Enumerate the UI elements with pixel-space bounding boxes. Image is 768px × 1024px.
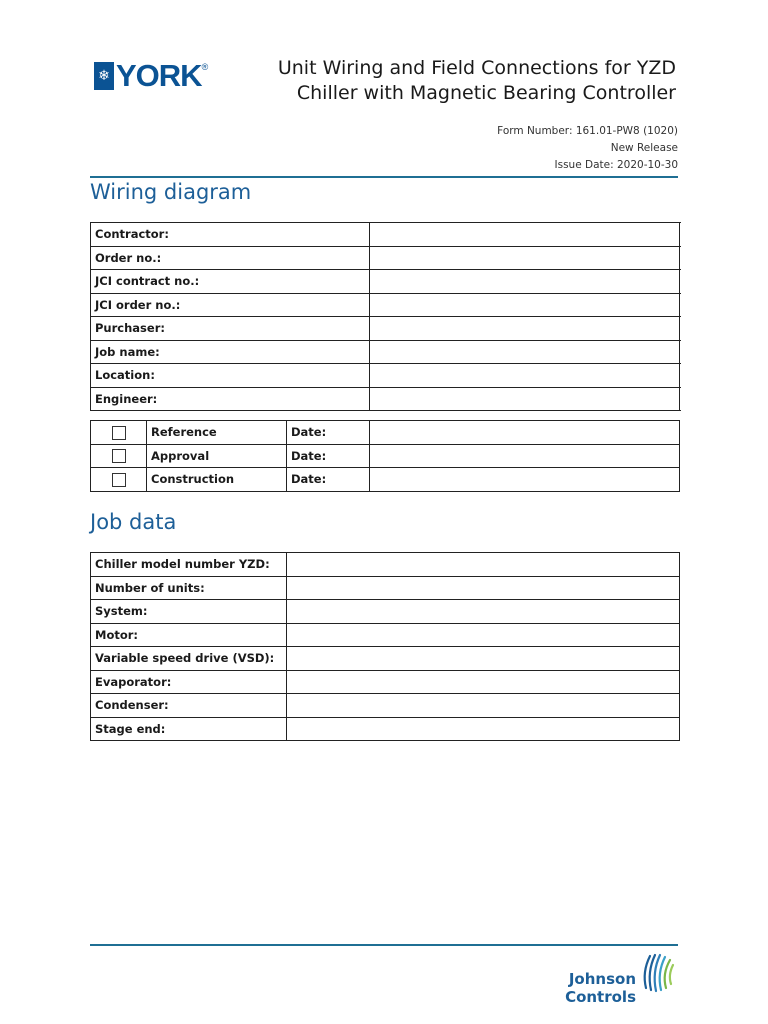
construction-checkbox[interactable] — [112, 473, 126, 487]
order-no-field[interactable] — [370, 246, 680, 270]
issue-date: Issue Date: 2020-10-30 — [554, 159, 678, 171]
document-title-line2: Chiller with Magnetic Bearing Controller — [296, 82, 676, 104]
table-row — [91, 717, 680, 741]
document-title-line1: Unit Wiring and Field Connections for YZD — [277, 57, 676, 79]
field-label: Condenser: — [91, 694, 287, 718]
table-row — [91, 623, 680, 647]
wiring-diagram-table — [90, 222, 680, 411]
wiring-diagram-heading: Wiring diagram — [90, 180, 252, 204]
york-logo — [94, 58, 209, 93]
jci-order-no-field[interactable] — [370, 293, 680, 317]
check-label: Construction — [147, 468, 287, 492]
logo-line1: Johnson — [568, 970, 636, 988]
table-row — [91, 600, 680, 624]
approval-checkbox-cell — [91, 444, 147, 468]
field-label: Purchaser: — [91, 317, 370, 341]
engineer-field[interactable] — [370, 387, 680, 411]
table-row — [91, 670, 680, 694]
table-row — [91, 468, 680, 492]
date-label: Date: — [287, 421, 370, 445]
table-row — [91, 647, 680, 671]
field-label: Variable speed drive (VSD): — [91, 647, 287, 671]
approval-date-field[interactable] — [370, 444, 680, 468]
jci-contract-no-field[interactable] — [370, 270, 680, 294]
york-logo-text: YORK — [116, 58, 202, 93]
number-of-units-field[interactable] — [287, 576, 680, 600]
evaporator-field[interactable] — [287, 670, 680, 694]
release-status: New Release — [610, 142, 678, 154]
field-label: JCI contract no.: — [91, 270, 370, 294]
construction-date-field[interactable] — [370, 468, 680, 492]
field-label: Engineer: — [91, 387, 370, 411]
check-label: Approval — [147, 444, 287, 468]
form-info — [497, 123, 678, 174]
table-row — [91, 223, 680, 247]
check-label: Reference — [147, 421, 287, 445]
field-label: JCI order no.: — [91, 293, 370, 317]
johnson-controls-wordmark — [548, 970, 636, 1006]
location-field[interactable] — [370, 364, 680, 388]
approval-table — [90, 420, 680, 492]
approval-checkbox[interactable] — [112, 449, 126, 463]
form-number: Form Number: 161.01-PW8 (1020) — [497, 125, 678, 137]
snowflake-icon: ❄ — [94, 62, 114, 90]
chiller-model-field[interactable] — [287, 553, 680, 577]
construction-checkbox-cell — [91, 468, 147, 492]
field-label: Contractor: — [91, 223, 370, 247]
field-label: System: — [91, 600, 287, 624]
table-row — [91, 364, 680, 388]
vsd-field[interactable] — [287, 647, 680, 671]
table-row — [91, 270, 680, 294]
document-title — [216, 56, 676, 106]
job-name-field[interactable] — [370, 340, 680, 364]
registered-mark: ® — [201, 62, 209, 72]
footer-divider — [90, 944, 678, 946]
job-data-heading: Job data — [90, 510, 177, 534]
contractor-field[interactable] — [370, 223, 680, 247]
table-row — [91, 387, 680, 411]
logo-line2: Controls — [565, 988, 636, 1006]
job-data-table — [90, 552, 680, 741]
reference-checkbox[interactable] — [112, 426, 126, 440]
field-label: Order no.: — [91, 246, 370, 270]
reference-date-field[interactable] — [370, 421, 680, 445]
field-label: Location: — [91, 364, 370, 388]
header-divider — [90, 176, 678, 178]
field-label: Job name: — [91, 340, 370, 364]
table-row — [91, 421, 680, 445]
motor-field[interactable] — [287, 623, 680, 647]
table-row — [91, 246, 680, 270]
table-row — [91, 444, 680, 468]
table-row — [91, 340, 680, 364]
johnson-controls-logo — [548, 950, 678, 1010]
field-label: Motor: — [91, 623, 287, 647]
purchaser-field[interactable] — [370, 317, 680, 341]
field-label: Evaporator: — [91, 670, 287, 694]
table-row — [91, 317, 680, 341]
table-row — [91, 553, 680, 577]
condenser-field[interactable] — [287, 694, 680, 718]
field-label: Stage end: — [91, 717, 287, 741]
reference-checkbox-cell — [91, 421, 147, 445]
table-row — [91, 293, 680, 317]
field-label: Number of units: — [91, 576, 287, 600]
date-label: Date: — [287, 444, 370, 468]
system-field[interactable] — [287, 600, 680, 624]
field-label: Chiller model number YZD: — [91, 553, 287, 577]
stage-end-field[interactable] — [287, 717, 680, 741]
johnson-controls-mark-icon — [638, 950, 678, 996]
table-row — [91, 576, 680, 600]
date-label: Date: — [287, 468, 370, 492]
table-row — [91, 694, 680, 718]
